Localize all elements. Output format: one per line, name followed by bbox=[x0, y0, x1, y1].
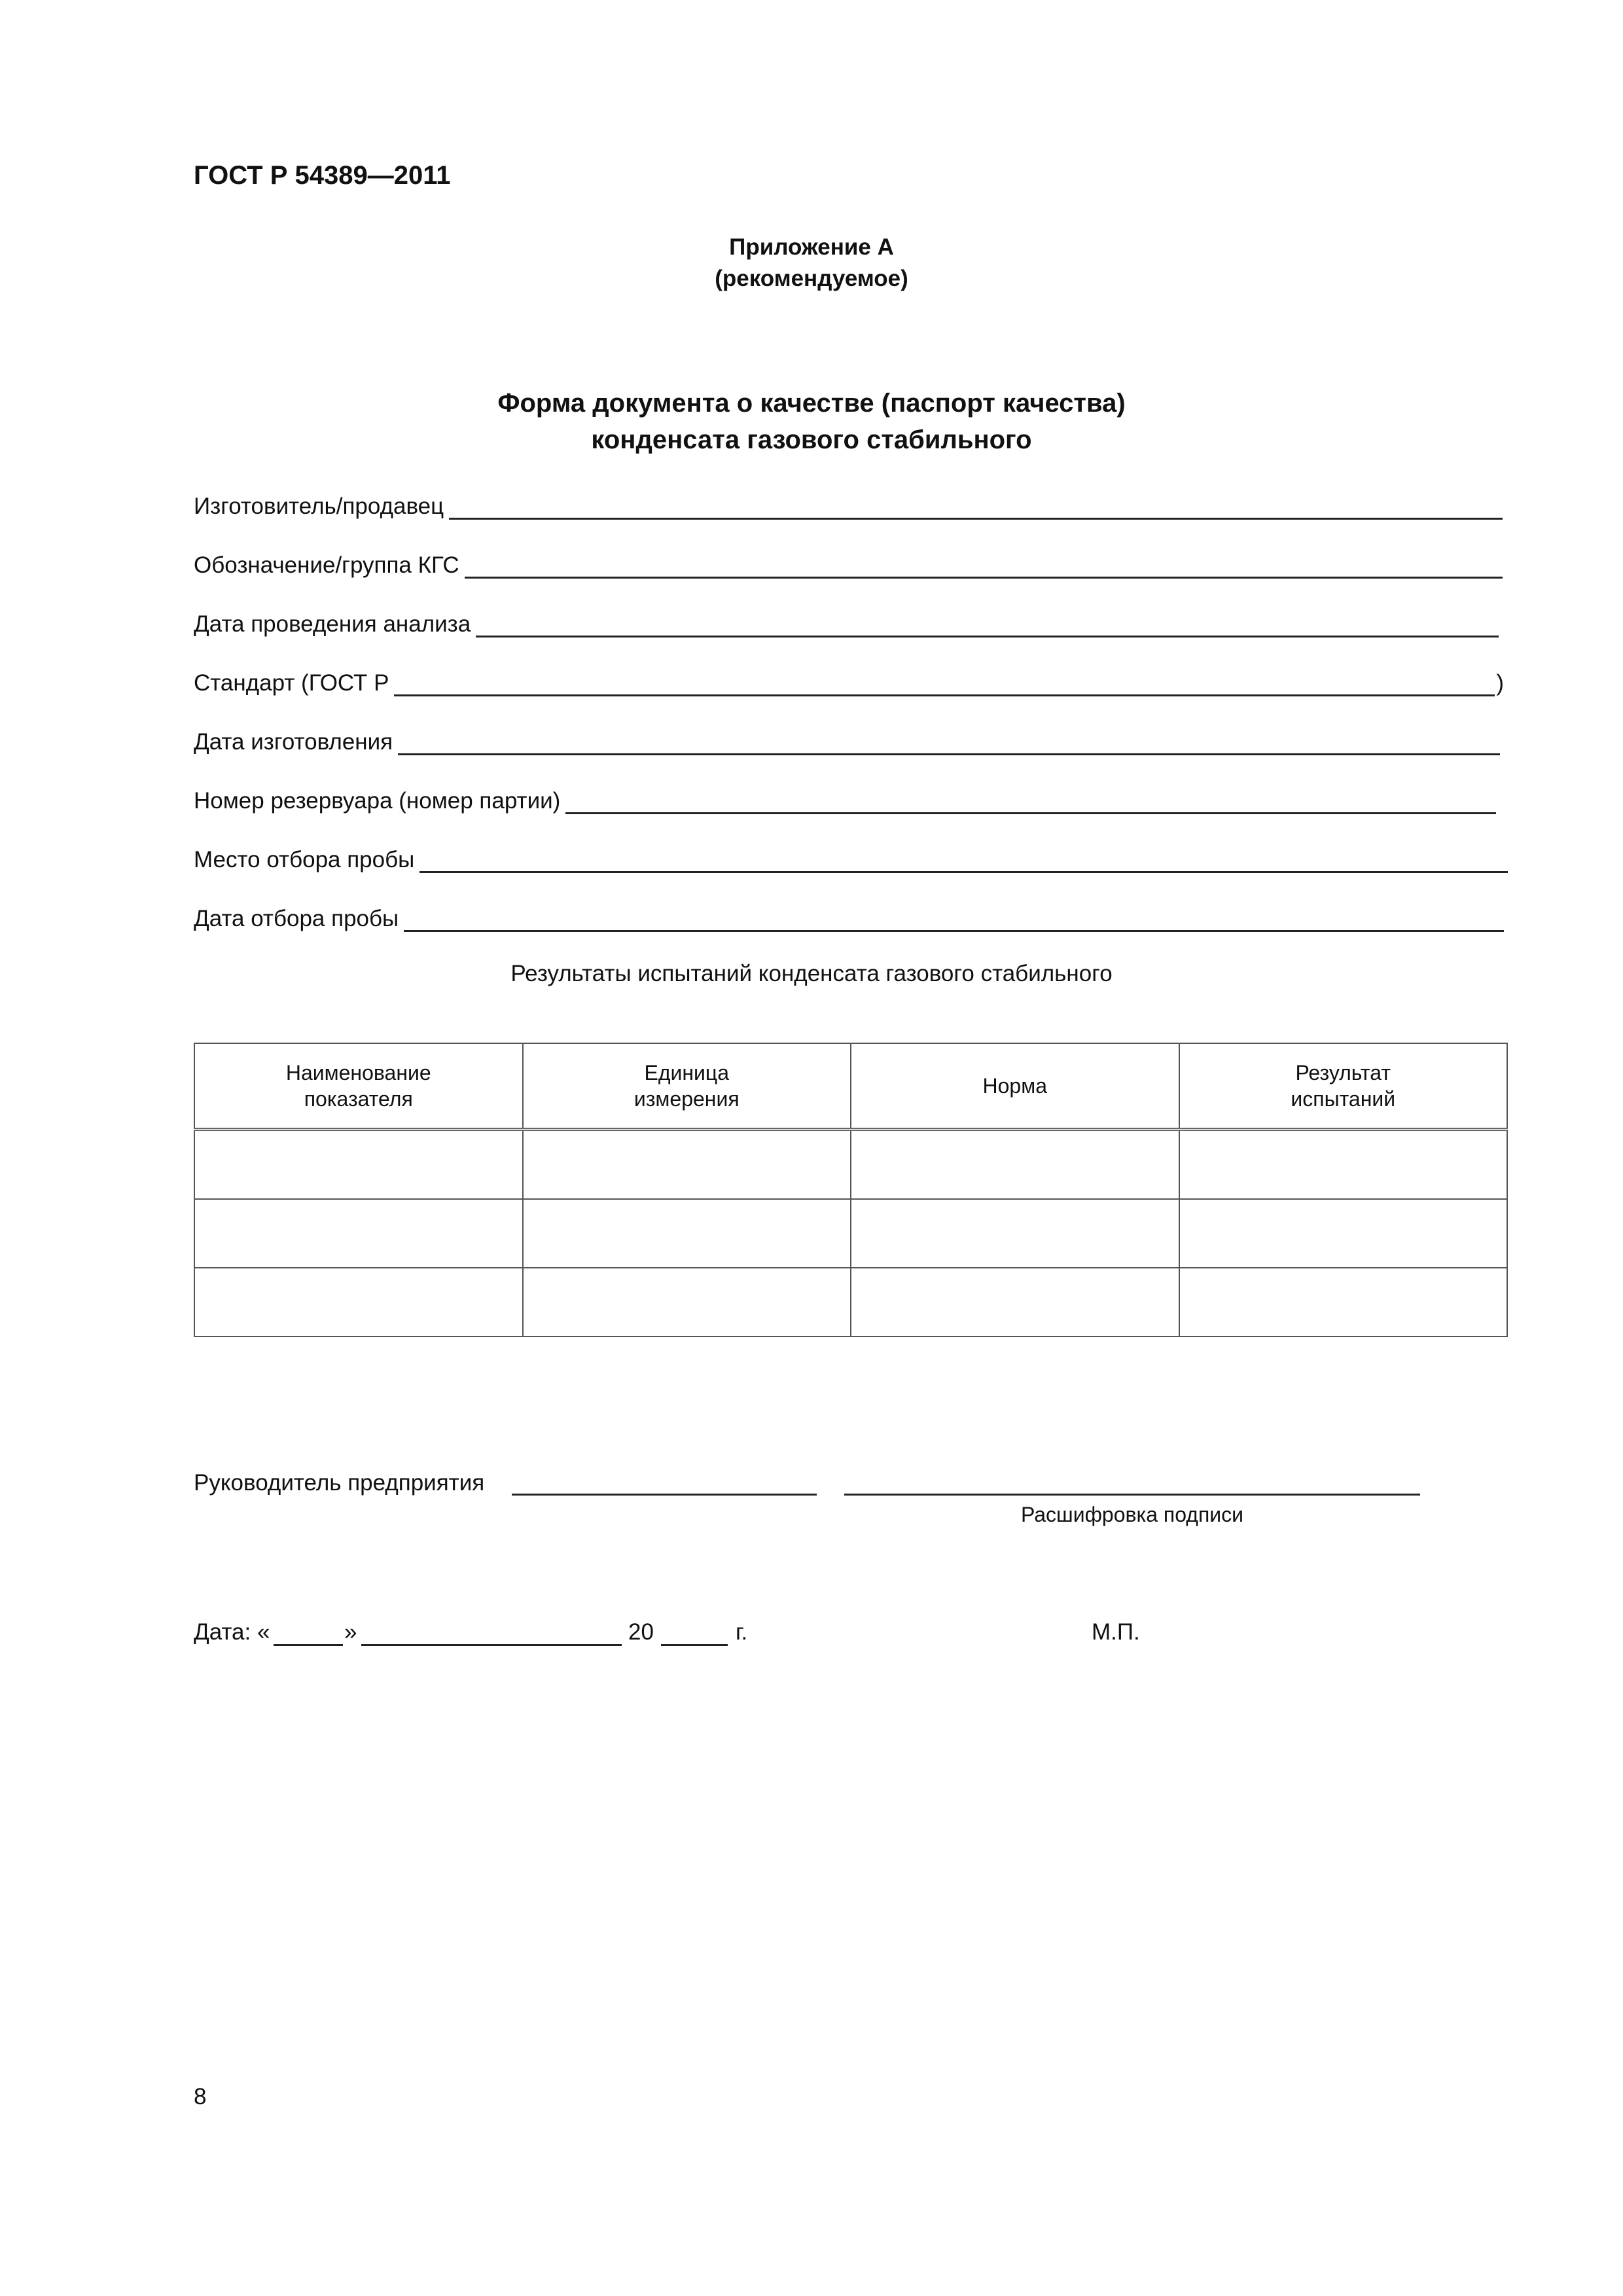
table-cell[interactable] bbox=[851, 1130, 1179, 1200]
field-sampling-place bbox=[194, 842, 1508, 873]
fill-in-line[interactable] bbox=[404, 904, 1504, 932]
fill-in-line[interactable] bbox=[398, 727, 1500, 755]
field-label: Номер резервуара (номер партии) bbox=[194, 788, 561, 814]
column-header-indicator: Наименование показателя bbox=[194, 1043, 523, 1130]
annex-title: Приложение А bbox=[729, 234, 894, 260]
results-caption: Результаты испытаний конденсата газового стабильного bbox=[510, 961, 1113, 986]
signature-decoding-caption: Расшифровка подписи bbox=[1020, 1503, 1244, 1526]
date-suffix: г. bbox=[736, 1619, 748, 1645]
seal-place-label: М.П. bbox=[1092, 1619, 1140, 1645]
table-cell[interactable] bbox=[1179, 1130, 1508, 1200]
annex-heading bbox=[0, 232, 1623, 295]
table-cell[interactable] bbox=[194, 1268, 523, 1336]
table-row bbox=[194, 1130, 1507, 1200]
fill-in-line[interactable] bbox=[476, 609, 1499, 637]
date-prefix: Дата: « bbox=[194, 1619, 270, 1645]
results-table bbox=[194, 1043, 1508, 1337]
form-title-line-2: конденсата газового стабильного bbox=[591, 425, 1032, 454]
field-manufacturer bbox=[194, 488, 1503, 520]
field-label: Стандарт (ГОСТ Р bbox=[194, 670, 389, 696]
closing-parenthesis: ) bbox=[1496, 670, 1504, 696]
table-header-row bbox=[194, 1043, 1507, 1130]
field-label: Место отбора пробы bbox=[194, 847, 415, 872]
column-header-unit: Единица измерения bbox=[523, 1043, 851, 1130]
column-header-norm: Норма bbox=[851, 1043, 1179, 1130]
signature-label: Руководитель предприятия bbox=[194, 1470, 485, 1496]
field-label: Обозначение/группа КГС bbox=[194, 552, 459, 578]
signature-decoding-line[interactable] bbox=[844, 1492, 1420, 1496]
form-title bbox=[0, 385, 1623, 458]
fill-in-line[interactable] bbox=[419, 845, 1508, 873]
date-year-prefix: 20 bbox=[628, 1619, 654, 1645]
table-cell[interactable] bbox=[523, 1268, 851, 1336]
column-header-result: Результат испытаний bbox=[1179, 1043, 1508, 1130]
field-label: Дата отбора пробы bbox=[194, 906, 399, 931]
date-month-line[interactable] bbox=[361, 1643, 622, 1646]
fill-in-line[interactable] bbox=[394, 668, 1495, 696]
fill-in-line[interactable] bbox=[565, 786, 1496, 814]
field-sampling-date bbox=[194, 901, 1504, 932]
table-cell[interactable] bbox=[194, 1130, 523, 1200]
field-analysis-date bbox=[194, 606, 1499, 637]
annex-status: (рекомендуемое) bbox=[715, 266, 908, 291]
table-cell[interactable] bbox=[194, 1199, 523, 1268]
signature-line[interactable] bbox=[512, 1492, 817, 1496]
field-manufacture-date bbox=[194, 724, 1500, 755]
date-year-line[interactable] bbox=[661, 1643, 728, 1646]
table-cell[interactable] bbox=[1179, 1199, 1508, 1268]
table-cell[interactable] bbox=[523, 1130, 851, 1200]
page-number: 8 bbox=[194, 2084, 207, 2109]
field-tank-number bbox=[194, 783, 1496, 814]
document-code: ГОСТ Р 54389—2011 bbox=[194, 161, 451, 190]
fill-in-line[interactable] bbox=[465, 550, 1503, 579]
field-label: Изготовитель/продавец bbox=[194, 493, 444, 519]
field-standard bbox=[194, 665, 1504, 696]
table-cell[interactable] bbox=[1179, 1268, 1508, 1336]
field-label: Дата изготовления bbox=[194, 729, 393, 755]
date-row bbox=[194, 1619, 270, 1645]
form-title-line-1: Форма документа о качестве (паспорт качества) bbox=[497, 389, 1126, 418]
table-cell[interactable] bbox=[851, 1268, 1179, 1336]
table-row bbox=[194, 1268, 1507, 1336]
date-quote-close: » bbox=[344, 1619, 357, 1645]
date-day-line[interactable] bbox=[274, 1643, 343, 1646]
table-cell[interactable] bbox=[851, 1199, 1179, 1268]
field-label: Дата проведения анализа bbox=[194, 611, 471, 637]
table-cell[interactable] bbox=[523, 1199, 851, 1268]
table-row bbox=[194, 1199, 1507, 1268]
field-designation-group bbox=[194, 547, 1503, 579]
fill-in-line[interactable] bbox=[449, 492, 1503, 520]
